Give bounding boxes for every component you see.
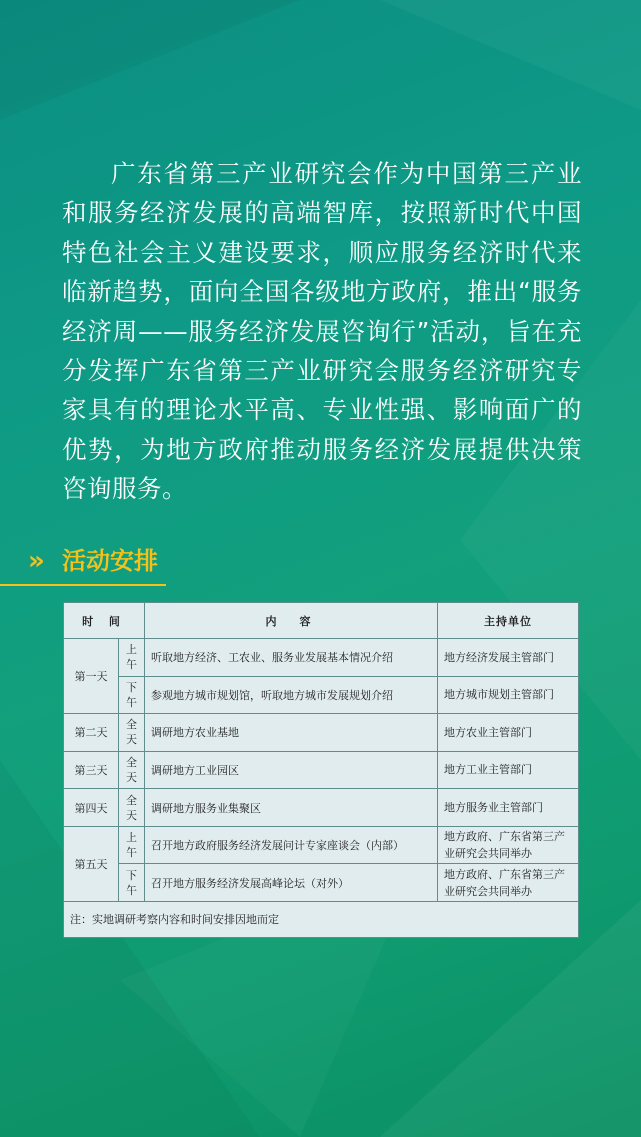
table-row bbox=[64, 639, 579, 677]
section-title: 活动安排 bbox=[62, 547, 158, 575]
content-cell: 参观地方城市规划馆，听取地方城市发展规划介绍 bbox=[145, 676, 438, 714]
day-cell: 第一天 bbox=[64, 639, 119, 714]
table-row bbox=[64, 864, 579, 902]
period-cell: 下 午 bbox=[119, 676, 145, 714]
table-note-row bbox=[64, 901, 579, 937]
header-time: 时 间 bbox=[64, 603, 145, 639]
day-cell: 第三天 bbox=[64, 751, 119, 789]
section-header bbox=[0, 544, 170, 588]
content-cell: 听取地方经济、工农业、服务业发展基本情况介绍 bbox=[145, 639, 438, 677]
section-underline bbox=[0, 584, 166, 586]
host-cell: 地方工业主管部门 bbox=[438, 751, 579, 789]
host-cell: 地方政府、广东省第三产业研究会共同举办 bbox=[438, 864, 579, 902]
table-note: 注：实地调研考察内容和时间安排因地而定 bbox=[64, 901, 579, 937]
table-header-row bbox=[64, 603, 579, 639]
table-row bbox=[64, 789, 579, 827]
day-cell: 第四天 bbox=[64, 789, 119, 827]
header-content: 内 容 bbox=[145, 603, 438, 639]
day-cell: 第五天 bbox=[64, 826, 119, 901]
host-cell: 地方服务业主管部门 bbox=[438, 789, 579, 827]
content-cell: 调研地方服务业集聚区 bbox=[145, 789, 438, 827]
content-cell: 召开地方政府服务经济发展问计专家座谈会（内部） bbox=[145, 826, 438, 864]
period-cell: 全 天 bbox=[119, 789, 145, 827]
host-cell: 地方农业主管部门 bbox=[438, 714, 579, 752]
double-chevron-icon: » bbox=[28, 546, 41, 576]
table-row bbox=[64, 714, 579, 752]
host-cell: 地方城市规划主管部门 bbox=[438, 676, 579, 714]
intro-paragraph: 广东省第三产业研究会作为中国第三产业和服务经济发展的高端智库，按照新时代中国特色社会主义建设要求，顺应服务经济时代来临新趋势，面向全国各级地方政府，推出“服务经济周——服务经济发展咨询行”活动，旨在充分发挥广东省第三产业研究会服务经济研究专家具有的理论水平高、专业性强、影响面广的优势，为地方政府推动服务经济发展提供决策咨询服务。 bbox=[62, 159, 582, 504]
day-cell: 第二天 bbox=[64, 714, 119, 752]
period-cell: 下 午 bbox=[119, 864, 145, 902]
period-cell: 上 午 bbox=[119, 826, 145, 864]
schedule-table bbox=[63, 602, 579, 938]
period-cell: 全 天 bbox=[119, 714, 145, 752]
period-cell: 上 午 bbox=[119, 639, 145, 677]
content-cell: 召开地方服务经济发展高峰论坛（对外） bbox=[145, 864, 438, 902]
host-cell: 地方政府、广东省第三产业研究会共同举办 bbox=[438, 826, 579, 864]
content-cell: 调研地方工业园区 bbox=[145, 751, 438, 789]
table-row bbox=[64, 751, 579, 789]
period-cell: 全 天 bbox=[119, 751, 145, 789]
header-host: 主持单位 bbox=[438, 603, 579, 639]
table-row bbox=[64, 676, 579, 714]
host-cell: 地方经济发展主管部门 bbox=[438, 639, 579, 677]
content-cell: 调研地方农业基地 bbox=[145, 714, 438, 752]
table-row bbox=[64, 826, 579, 864]
